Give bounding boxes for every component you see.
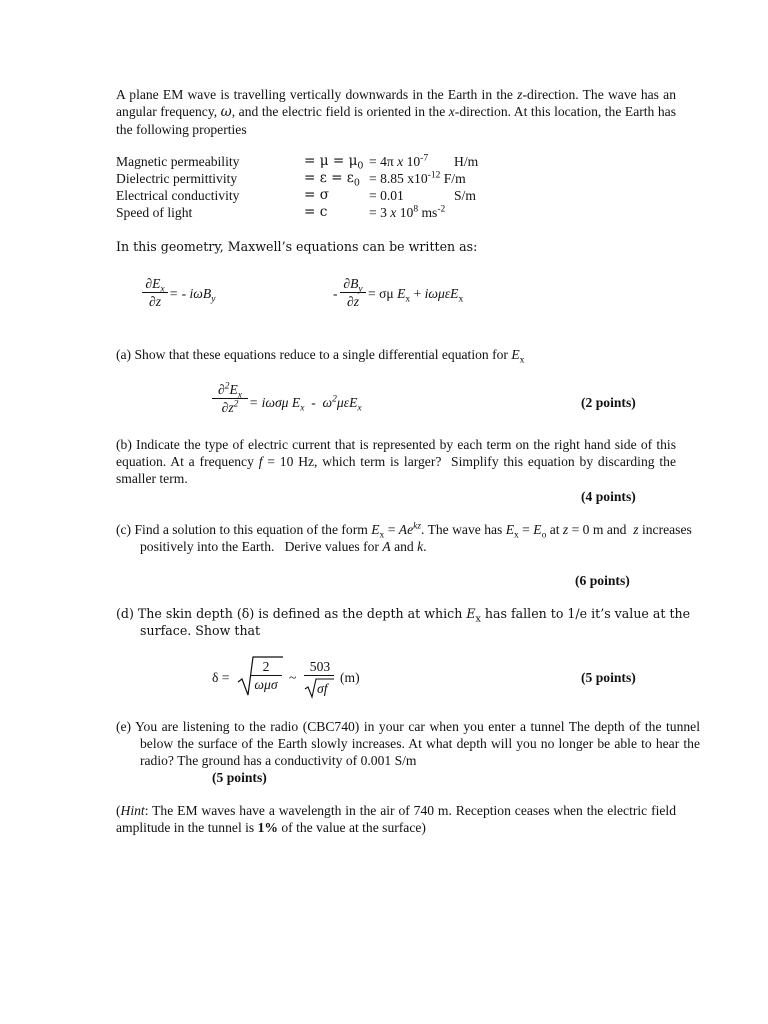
hint-text: (Hint: The EM waves have a wavelength in the air of 740 m. Reception ceases when the electric field amplitude in the tunnel is 1% of the value at the surface) [116,803,676,835]
property-symbol: = $\varepsilon = \varepsilon_0$ [304,170,360,189]
eq4-unit: (m) [340,670,360,685]
part-a-text: (a) Show that these equations reduce to a single differential equation for $E_x$ [116,347,525,366]
property-symbol: = $\mu = \mu_0$ [304,153,364,172]
property-row [116,170,536,187]
part-e-points: (5 points) [212,770,267,785]
property-name: Speed of light [116,205,193,220]
part-c-text: (c) Find a solution to this equation of the form $E_x = Ae^{kz}$. The wave has $E_x = E_o$ at z = 0 m and z increases positively into the Earth. Derive values for A and k. [116,521,692,554]
property-unit: H/m [454,154,479,169]
properties-table [116,153,536,221]
property-value: = 4π x $10^{-7}$ [369,153,429,169]
property-value: = 0.01 [369,188,404,203]
eq4-tilde: ~ [289,670,297,685]
property-symbol: = σ [304,187,329,203]
part-e-text: (e) You are listening to the radio (CBC740) in your car when you enter a tunnel The depth of the tunnel below the surface of the Earth slowly increases. At what depth will you no longer be able to hear the radio? The ground has a conductivity of 0.001 S/m [116,719,700,768]
eq1-fraction: $\frac{\partial E_x}{\partial z}$ [142,275,168,310]
property-row [116,187,536,204]
property-name: Dielectric permittivity [116,171,238,186]
part-b-text: (b) Indicate the type of electric current that is represented by each term on the right hand side of this equation. At a frequency f = 10 Hz, which term is larger? Simplify this equation by discarding the smaller term. [116,437,676,486]
eq4-lhs: δ = [212,670,230,685]
eq4-fraction-2: 503 [309,659,331,674]
eq1-rhs: = - iωB$_y$ [169,286,216,305]
part-c-points: (6 points) [575,573,630,588]
eq2-fraction: $\frac{\partial B_y}{\partial z}$ [340,275,366,310]
part-a-points: (2 points) [581,395,636,410]
eq4-fraction-1: 2 ωμσ [250,658,282,693]
property-name: Electrical conductivity [116,188,240,203]
eq3-rhs: = iωσμ $E_x - \omega^2\mu\varepsilon E_x$ [249,394,362,414]
eq3-fraction: $\frac{\partial^2E_x}{\partial z^2}$ [212,381,248,416]
property-unit: S/m [454,188,476,203]
property-value: = 3 x $10^8$ $ms^{-2}$ [369,204,446,220]
eq2-minus: - [333,286,338,301]
part-d-text: (d) The skin depth (δ) is defined as the depth at which $E_x$ has fallen to 1/e it’s value at the surface. Show that [116,606,691,638]
property-symbol: = c [304,204,328,220]
property-row [116,153,536,170]
maxwell-intro: In this geometry, Maxwell’s equations can be written as: [116,239,478,254]
eq4-denominator-2: σf [317,681,328,696]
intro-paragraph: A plane EM wave is travelling vertically downwards in the Earth in the z-direction. The wave has an angular frequency, ω, and the electric field is oriented in the x-direction. At this location, the Earth has the following properties [116,87,676,137]
part-d-points: (5 points) [581,670,636,685]
property-row [116,204,536,221]
part-b-points: (4 points) [581,489,636,504]
eq2-rhs: = σμ $E_x + i\omega\mu\varepsilon E_x$ [368,286,464,305]
property-name: Magnetic permeability [116,154,240,169]
property-value: = 8.85 $x10^{-12}$ F/m [369,170,466,186]
eq4-fraction-bar [304,675,334,676]
